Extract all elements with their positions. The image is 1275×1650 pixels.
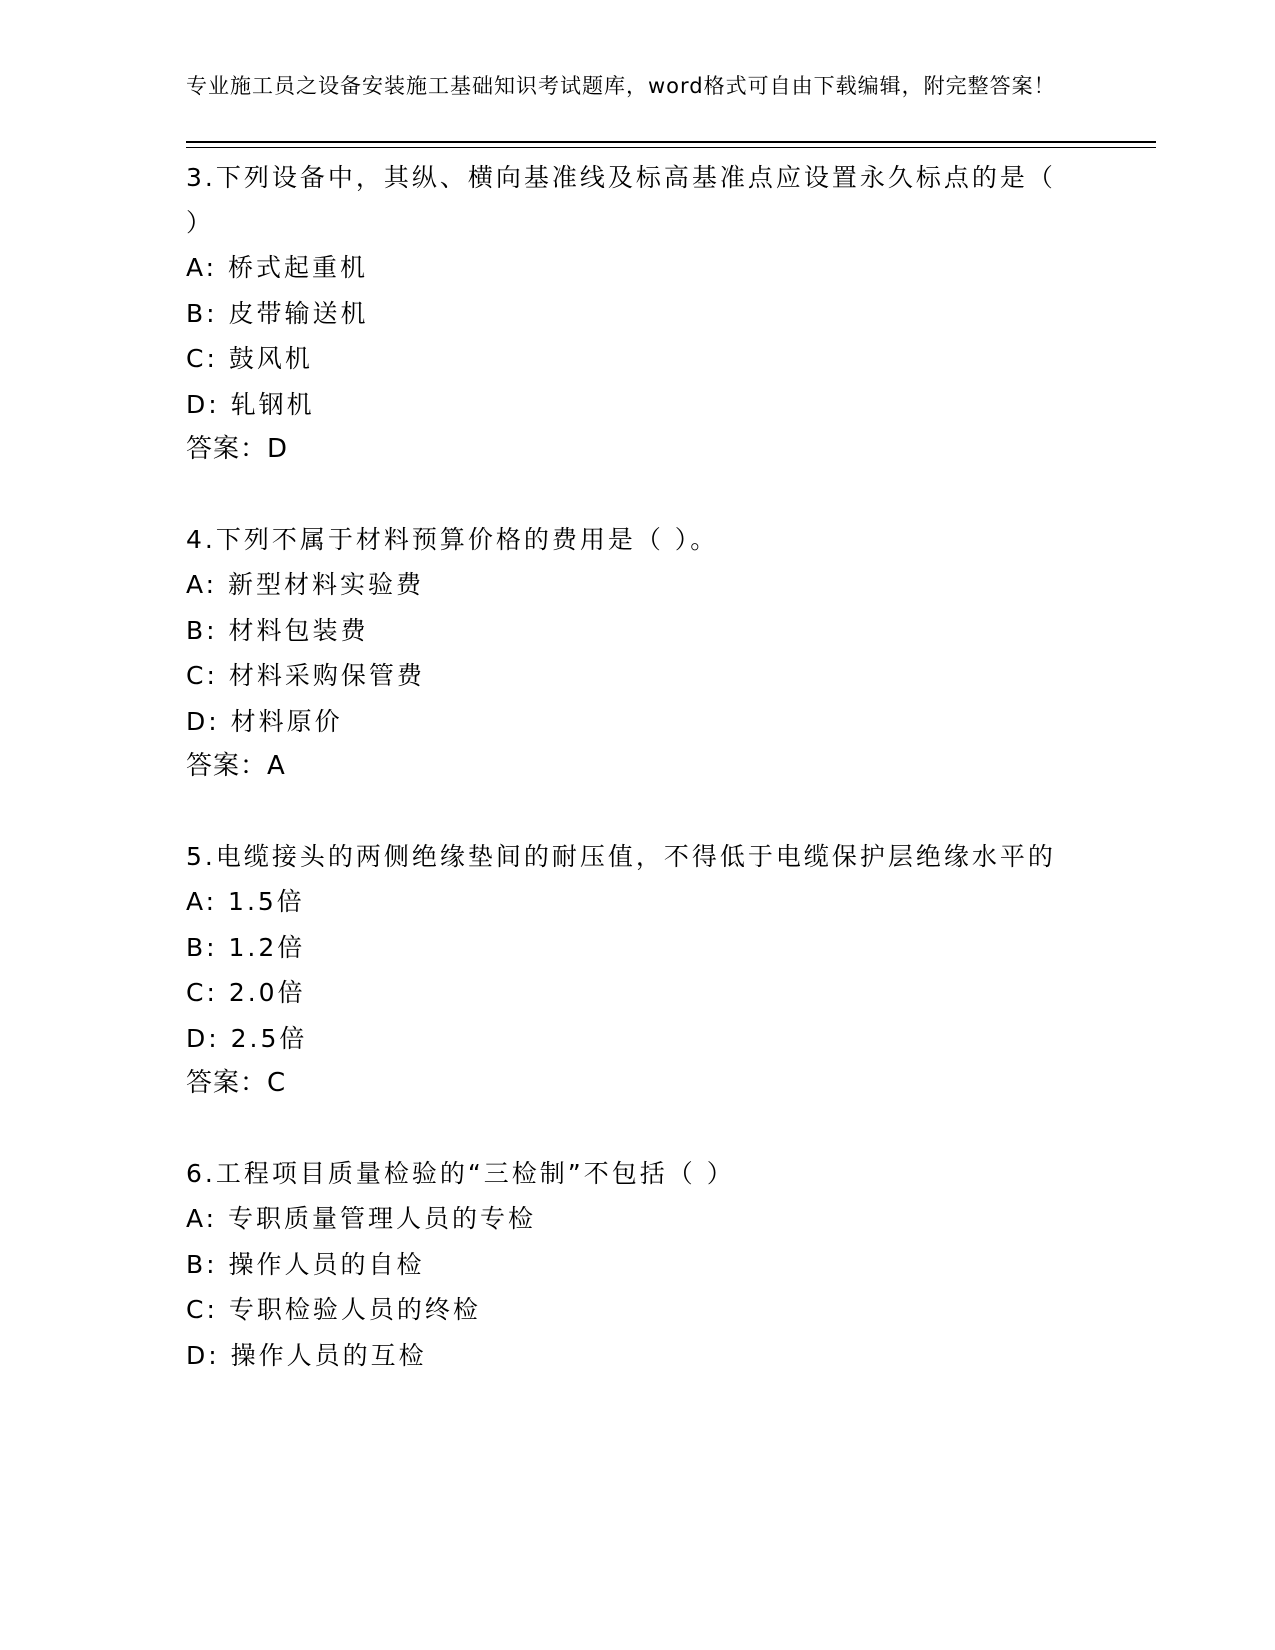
question-spacer: [186, 472, 1156, 517]
question-6: [186, 1151, 1156, 1378]
answer-line: 答案：A: [186, 751, 286, 781]
header-divider: [186, 141, 1156, 148]
question-3: [186, 155, 1156, 517]
question-stem: 4.下列不属于材料预算价格的费用是（ ）。: [186, 525, 719, 554]
option-b: B: 材料包装费: [186, 615, 369, 645]
answer-line: 答案：D: [186, 434, 289, 464]
question-spacer: [186, 1106, 1156, 1151]
option-a: A: 桥式起重机: [186, 253, 369, 282]
question-stem: 5.电缆接头的两侧绝缘垫间的耐压值，不得低于电缆保护层绝缘水平的: [186, 842, 1056, 871]
question-list: [186, 155, 1156, 1378]
question-stem: 6.工程项目质量检验的“三检制”不包括（ ）: [186, 1159, 735, 1188]
answer-line: 答案：C: [186, 1068, 287, 1098]
question-4: [186, 517, 1156, 834]
option-b: B: 1.2倍: [186, 932, 306, 962]
option-d: D: 2.5倍: [186, 1023, 308, 1053]
option-d: D: 材料原价: [186, 706, 343, 736]
option-c: C: 鼓风机: [186, 344, 313, 373]
question-stem: 3.下列设备中，其纵、横向基准线及标高基准点应设置永久标点的是（ ）: [186, 163, 1056, 237]
option-b: B: 操作人员的自检: [186, 1249, 425, 1279]
document-header: 专业施工员之设备安装施工基础知识考试题库，word格式可自由下载编辑，附完整答案！: [186, 74, 1056, 98]
question-5: [186, 834, 1156, 1151]
option-d: D: 轧钢机: [186, 389, 315, 419]
option-d: D: 操作人员的互检: [186, 1340, 427, 1370]
question-spacer: [186, 789, 1156, 834]
option-a: A: 新型材料实验费: [186, 570, 425, 599]
option-a: A: 专职质量管理人员的专检: [186, 1204, 537, 1233]
option-a: A: 1.5倍: [186, 887, 305, 916]
option-c: C: 材料采购保管费: [186, 661, 425, 690]
option-c: C: 专职检验人员的终检: [186, 1295, 481, 1324]
option-b: B: 皮带输送机: [186, 298, 369, 328]
document-page: [186, 70, 1156, 1378]
option-c: C: 2.0倍: [186, 978, 306, 1007]
